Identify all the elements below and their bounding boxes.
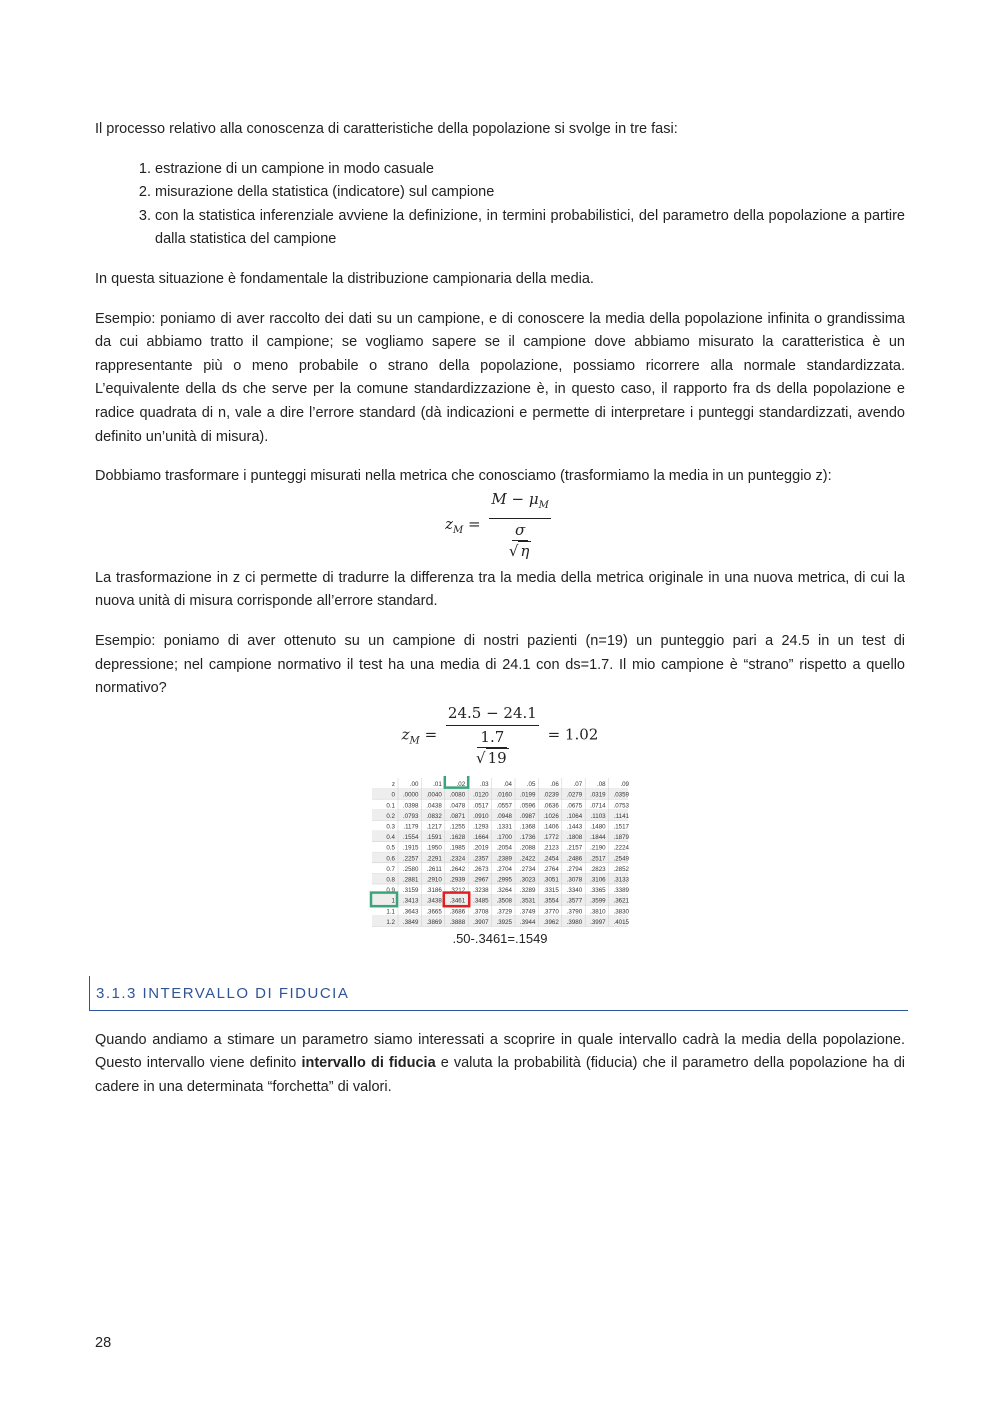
table-cell: .2852 [613, 865, 629, 873]
table-cell: 0.1 [386, 801, 395, 809]
table-cell: .2794 [566, 865, 583, 873]
table-cell: .3997 [590, 918, 606, 926]
table-cell: .1985 [449, 844, 466, 852]
table-cell: 0.6 [386, 854, 395, 862]
table-cell: 0.7 [386, 865, 395, 873]
table-cell: .1736 [519, 833, 536, 841]
table-cell: .2123 [543, 844, 559, 852]
table-cell: .3729 [496, 907, 512, 915]
table-cell: .1331 [496, 823, 512, 831]
table-cell: .3554 [543, 897, 559, 905]
table-cell: .1950 [426, 844, 442, 852]
table-cell: .1808 [566, 833, 583, 841]
paragraph: In questa situazione è fondamentale la distribuzione campionaria della media. [95, 270, 594, 287]
table-cell: .1664 [473, 833, 489, 841]
table-header-cell: .05 [526, 780, 536, 788]
table-cell: .1628 [449, 833, 466, 841]
table-cell: .2454 [543, 854, 559, 862]
paragraph: Esempio: poniamo di aver ottenuto su un campione di nostri pazienti (n=19) un punteggio pari a 24.5 in un test di depressione; nel campione normativo il test ha una media di 24.1 con ds=1.7. Il mio campione è “strano” rispetto a quello normativo? [95, 632, 905, 697]
table-cell: .0199 [519, 791, 536, 799]
table-cell: .0160 [496, 791, 512, 799]
table-cell: .0793 [402, 812, 419, 820]
table-cell: .2673 [473, 865, 489, 873]
table-cell: .3106 [590, 876, 606, 884]
table-cell: .2764 [543, 865, 559, 873]
page-number: 28 [95, 1335, 112, 1351]
table-cell: .0319 [590, 791, 606, 799]
table-header-cell: .04 [503, 780, 512, 788]
table-cell: .0398 [402, 801, 419, 809]
bold-term: intervallo di fiducia [301, 1055, 436, 1072]
table-cell: .2734 [519, 865, 536, 873]
table-cell: .3389 [613, 886, 629, 894]
table-cell: .2422 [519, 854, 536, 862]
table-cell: .3749 [519, 907, 536, 915]
formula-zm: $z_M$ = $M - \mu_M$ σ √ η [445, 489, 549, 560]
table-cell: .0080 [449, 791, 466, 799]
table-cell: .2704 [496, 865, 512, 873]
list-item: 2. misurazione della statistica (indicatore) sul campione [155, 181, 905, 205]
table-cell: .3810 [590, 907, 606, 915]
z-table-image [370, 776, 630, 926]
table-cell: .3770 [543, 907, 559, 915]
formula-numerator: 24.5 − 24.1 [446, 703, 539, 726]
table-cell: .0871 [449, 812, 466, 820]
table-cell: .3438 [426, 897, 442, 905]
table-cell: .3944 [519, 918, 536, 926]
paragraph: Il processo relativo alla conoscenza di caratteristiche della popolazione si svolge in tre fasi: [95, 121, 678, 137]
table-cell: .3869 [426, 918, 442, 926]
table-cell: .3238 [473, 886, 489, 894]
table-cell: 0 [391, 791, 395, 799]
table-cell: .1517 [613, 823, 629, 831]
table-cell: .2549 [613, 854, 629, 862]
table-cell: .3212 [449, 886, 466, 894]
table-cell: .1179 [403, 823, 419, 831]
table-header-cell: .02 [456, 780, 466, 788]
table-header-cell: .00 [409, 780, 419, 788]
table-cell: .1064 [566, 812, 583, 820]
table-cell: .2291 [426, 854, 442, 862]
table-cell: .3962 [543, 918, 559, 926]
table-header-cell: .07 [573, 780, 583, 788]
table-cell: 1.1 [386, 907, 395, 915]
table-cell: .3849 [402, 918, 419, 926]
table-cell: 0.8 [386, 876, 395, 884]
paragraph: La trasformazione in z ci permette di tradurre la differenza tra la media della metrica originale in una nuova metrica, di cui la nuova unità di misura corrisponde all’errore standard. [95, 569, 905, 610]
formula-lhs-sub: M [409, 735, 420, 747]
table-header-cell: .06 [550, 780, 559, 788]
table-cell: .3186 [426, 886, 442, 894]
table-cell: .1255 [449, 823, 466, 831]
table-cell: .3508 [496, 897, 512, 905]
table-cell: 1 [391, 897, 395, 905]
list-item: 1. estrazione di un campione in modo casuale [155, 158, 905, 182]
table-cell: .3599 [590, 897, 606, 905]
table-cell: .2324 [449, 854, 466, 862]
table-cell: .0438 [426, 801, 442, 809]
formula-lhs-sub: M [453, 524, 464, 536]
table-cell: .0239 [543, 791, 559, 799]
table-cell: 0.5 [386, 844, 395, 852]
table-cell: .3531 [519, 897, 536, 905]
table-cell: .1772 [543, 833, 559, 841]
table-cell: .2257 [402, 854, 419, 862]
table-cell: .3577 [566, 897, 583, 905]
table-cell: .0675 [566, 801, 583, 809]
table-cell: .0987 [519, 812, 536, 820]
table-cell: 1.2 [386, 918, 395, 926]
sqrt-symbol: √ 19 [476, 748, 507, 767]
table-cell: .1700 [496, 833, 512, 841]
table-cell: .1368 [519, 823, 536, 831]
table-cell: .3621 [613, 897, 629, 905]
table-cell: .3133 [613, 876, 629, 884]
table-cell: .0910 [473, 812, 489, 820]
table-cell: .2088 [519, 844, 536, 852]
formula-sigma: σ [512, 521, 528, 541]
formula-lhs: z [401, 725, 410, 744]
formula-lhs: z [445, 514, 454, 533]
table-cell: .3925 [496, 918, 512, 926]
table-cell: .3023 [519, 876, 536, 884]
table-cell: .3289 [519, 886, 536, 894]
table-caption: .50-.3461=.1549 [452, 930, 548, 946]
table-cell: .0557 [496, 801, 512, 809]
table-cell: .0120 [473, 791, 489, 799]
table-cell: .3790 [566, 907, 583, 915]
table-cell: .2642 [449, 865, 466, 873]
paragraph [95, 1029, 905, 1100]
table-cell: .2580 [402, 865, 419, 873]
table-cell: .2054 [496, 844, 512, 852]
table-cell: .2517 [590, 854, 606, 862]
table-cell: .3078 [566, 876, 583, 884]
table-cell: .0279 [566, 791, 583, 799]
table-header-cell: .03 [479, 780, 489, 788]
table-cell: .1844 [590, 833, 606, 841]
table-cell: .1554 [402, 833, 419, 841]
table-cell: .3830 [613, 907, 629, 915]
formula-result: = 1.02 [547, 725, 599, 744]
table-cell: .1915 [402, 844, 419, 852]
table-cell: .3461 [449, 897, 466, 905]
table-cell: .4015 [613, 918, 629, 926]
table-header-cell: .09 [620, 780, 629, 788]
table-cell: 0.9 [386, 886, 395, 894]
table-cell: .3051 [543, 876, 559, 884]
table-cell: .0596 [519, 801, 536, 809]
table-cell: .3907 [473, 918, 489, 926]
table-header-cell: z [391, 780, 395, 788]
sqrt-symbol: √ η [508, 541, 530, 560]
table-cell: .1443 [566, 823, 583, 831]
table-cell: .2939 [449, 876, 466, 884]
table-cell: .0636 [543, 801, 559, 809]
table-cell: .2881 [402, 876, 419, 884]
table-cell: .2611 [426, 865, 442, 873]
table-cell: .0478 [449, 801, 466, 809]
table-cell: .0714 [590, 801, 606, 809]
table-cell: .3340 [566, 886, 583, 894]
table-cell: .1026 [543, 812, 559, 820]
table-cell: .1293 [473, 823, 489, 831]
table-cell: .3686 [449, 907, 466, 915]
formula-radicand: 19 [487, 748, 507, 767]
table-cell: .2823 [590, 865, 606, 873]
table-cell: .1879 [613, 833, 629, 841]
formula-radicand: η [520, 541, 530, 560]
table-cell: .3665 [426, 907, 442, 915]
formula-ds: 1.7 [477, 728, 507, 748]
phases-list [95, 158, 905, 252]
table-cell: .3315 [543, 886, 559, 894]
table-cell: 0.4 [386, 833, 395, 841]
formula-numerator: M − μ [491, 489, 539, 508]
text-run: e valuta la probabilità (fiducia) che il parametro della popolazione ha di cadere in una determinata “forchetta” di valori. [95, 1055, 906, 1096]
table-cell: .3264 [496, 886, 512, 894]
table-cell: .0359 [613, 791, 629, 799]
table-cell: .1591 [426, 833, 442, 841]
table-cell: .0832 [426, 812, 442, 820]
table-cell: .2224 [613, 844, 629, 852]
table-cell: .0753 [613, 801, 629, 809]
list-item: 3. con la statistica inferenziale avviene la definizione, in termini probabilistici, del parametro della popolazione a partire dalla statistica del campione [155, 205, 905, 252]
table-header-cell: .08 [596, 780, 606, 788]
table-cell: 0.3 [386, 823, 395, 831]
table-cell: .3643 [402, 907, 419, 915]
table-cell: .2967 [473, 876, 489, 884]
formula-numerator-sub: M [538, 499, 549, 511]
formula-fraction [489, 489, 550, 561]
formula-fraction [446, 703, 539, 768]
table-cell: .3365 [590, 886, 606, 894]
table-cell: .1217 [426, 823, 442, 831]
table-cell: .3413 [402, 897, 419, 905]
table-cell: .2019 [473, 844, 489, 852]
paragraph: Esempio: poniamo di aver raccolto dei dati su un campione, e di conoscere la media della popolazione infinita o grandissima da cui abbiamo tratto il campione; se vogliamo sapere se il campione dove abbiamo misurato la caratteristica è un rappresentante più o meno probabile o strano della popolazione, possiamo ricorrere alla normale standardizzata. L’equivalente della ds che serve per la comune standardizzazione è, in questo caso, il rapporto fra ds della popolazione e radice quadrata di n, vale a dire l’errore standard (dà indicazioni e permette di interpretare i punteggi standardizzati, avendo definito un’unità di misura). [95, 310, 905, 445]
table-cell: .0948 [496, 812, 512, 820]
table-cell: .2357 [473, 854, 489, 862]
table-cell: .3980 [566, 918, 583, 926]
table-cell: .2910 [426, 876, 442, 884]
table-cell: .3708 [473, 907, 489, 915]
table-cell: .0000 [402, 791, 419, 799]
paragraph: Dobbiamo trasformare i punteggi misurati nella metrica che conosciamo (trasformiamo la media in un punteggio z): [95, 468, 832, 485]
table-cell: .3485 [473, 897, 489, 905]
table-cell: .1141 [613, 812, 629, 820]
table-header-cell: .01 [433, 780, 442, 788]
table-cell: .2157 [566, 844, 583, 852]
table-cell: .3888 [449, 918, 466, 926]
table-cell: .2486 [566, 854, 583, 862]
table-cell: .2995 [496, 876, 512, 884]
section-heading: 3.1.3 INTERVALLO DI FIDUCIA [89, 976, 908, 1011]
table-cell: .3159 [402, 886, 419, 894]
table-cell: .2389 [496, 854, 512, 862]
table-cell: .1103 [590, 812, 606, 820]
table-cell: .0040 [426, 791, 442, 799]
table-cell: 0.2 [386, 812, 395, 820]
page-content [95, 118, 905, 1116]
table-cell: .1406 [543, 823, 559, 831]
formula-example: $z_M$ = 24.5 − 24.1 1.7 √ 19 = 1.02 [401, 703, 599, 767]
text-run: Quando andiamo a stimare un parametro siamo interessati a scoprire in quale intervallo cadrà la media della popolazione. Questo intervallo viene definito [95, 1031, 905, 1072]
table-cell: .1480 [590, 823, 606, 831]
table-cell: .0517 [473, 801, 489, 809]
table-cell: .2190 [590, 844, 606, 852]
